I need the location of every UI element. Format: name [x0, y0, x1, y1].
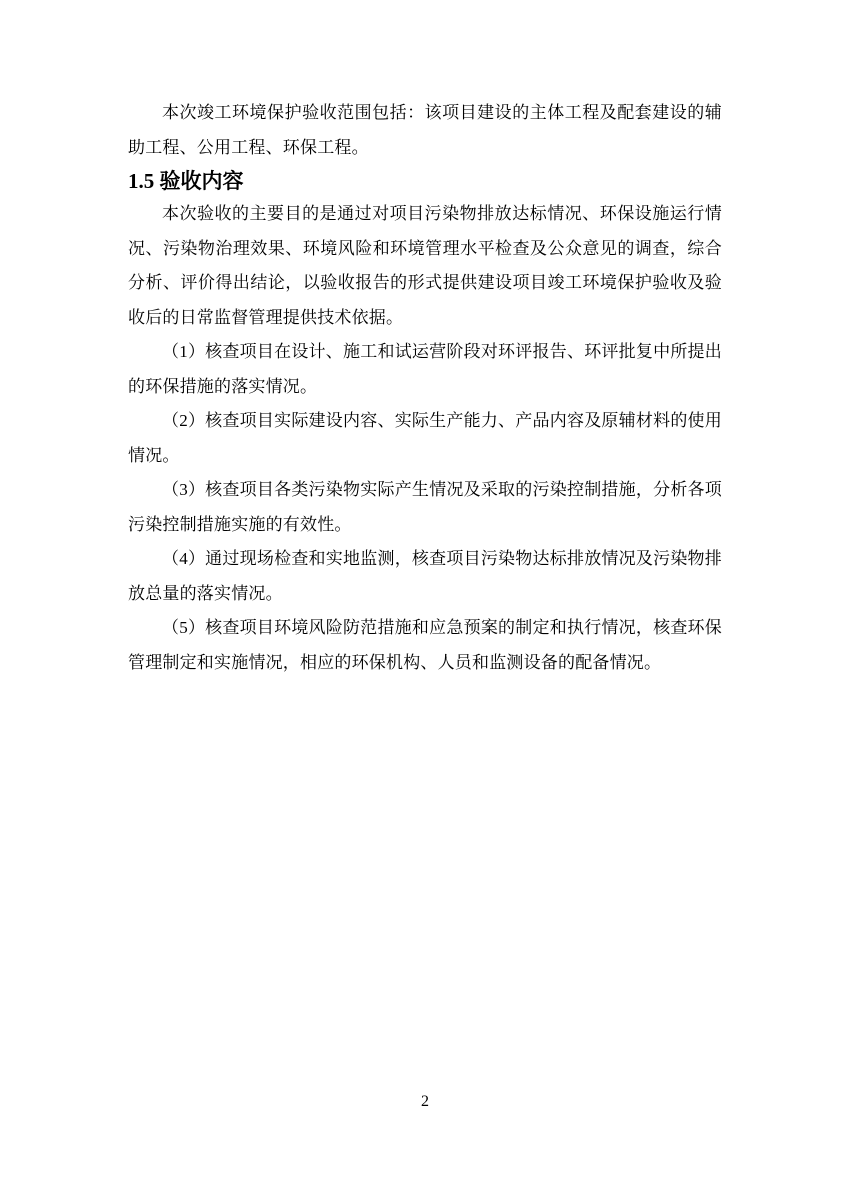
- intro-paragraph: 本次竣工环境保护验收范围包括：该项目建设的主体工程及配套建设的辅助工程、公用工程、环保工程。: [128, 103, 722, 157]
- page-number: 2: [421, 1093, 429, 1110]
- section-paragraph-purpose: 本次验收的主要目的是通过对项目污染物排放达标情况、环保设施运行情况、污染物治理效果、环境风险和环境管理水平检查及公众意见的调查，综合分析、评价得出结论，以验收报告的形式提供建设项目竣工环境保护验收及验收后的日常监督管理提供技术依据。: [128, 204, 722, 327]
- section-list-item-5: （5）核查项目环境风险防范措施和应急预案的制定和执行情况，核查环保管理制定和实施情况，相应的环保机构、人员和监测设备的配备情况。: [128, 618, 722, 672]
- section-heading-1-5: 1.5 验收内容: [128, 169, 244, 193]
- section-list-item-3: （3）核查项目各类污染物实际产生情况及采取的污染控制措施，分析各项污染控制措施实施的有效性。: [128, 480, 722, 534]
- section-list-item-4: （4）通过现场检查和实地监测，核查项目污染物达标排放情况及污染物排放总量的落实情况。: [128, 549, 722, 603]
- section-list-item-1: （1）核查项目在设计、施工和试运营阶段对环评报告、环评批复中所提出的环保措施的落实情况。: [128, 342, 722, 396]
- section-list-item-2: （2）核查项目实际建设内容、实际生产能力、产品内容及原辅材料的使用情况。: [128, 411, 722, 465]
